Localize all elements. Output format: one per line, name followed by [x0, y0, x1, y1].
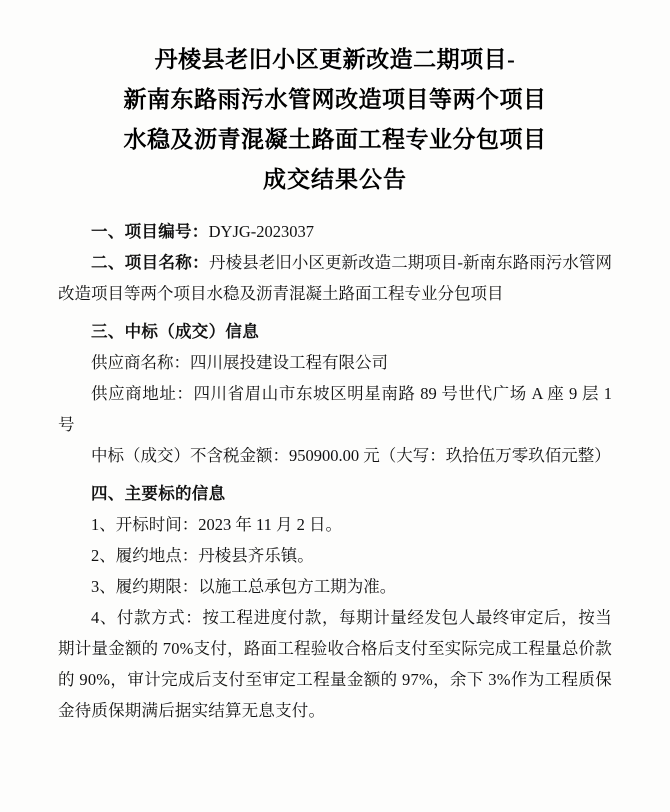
performance-location-line: 2、履约地点：丹棱县齐乐镇。 — [91, 546, 314, 565]
section-project-number — [58, 216, 612, 247]
bid-opening-time-line: 1、开标时间：2023 年 11 月 2 日。 — [91, 515, 343, 534]
section-subject-info-heading: 四、主要标的信息 — [91, 484, 226, 503]
performance-period-line: 3、履约期限：以施工总承包方工期为准。 — [91, 577, 397, 596]
title-line-1: 丹棱县老旧小区更新改造二期项目- — [154, 47, 516, 72]
supplier-name-line: 供应商名称：四川展投建设工程有限公司 — [91, 353, 388, 372]
supplier-address-line: 供应商地址：四川省眉山市东坡区明星南路 89 号世代广场 A 座 9 层 1 号 — [58, 384, 612, 434]
document-title — [58, 40, 612, 200]
section-project-name-value: 丹棱县老旧小区更新改造二期项目-新南东路雨污水管网改造项目等两个项目水稳及沥青混凝土路面工程专业分包项目 — [58, 253, 612, 303]
title-line-2: 新南东路雨污水管网改造项目等两个项目 — [123, 87, 547, 112]
title-line-3: 水稳及沥青混凝土路面工程专业分包项目 — [123, 127, 547, 152]
section-award-info-heading: 三、中标（成交）信息 — [91, 322, 259, 341]
title-line-4: 成交结果公告 — [263, 167, 407, 192]
section-project-name — [58, 247, 612, 309]
document-body — [58, 216, 612, 726]
section-project-name-label: 二、项目名称： — [91, 253, 210, 272]
award-amount-line: 中标（成交）不含税金额：950900.00 元（大写：玖拾伍万零玖佰元整） — [91, 446, 611, 465]
payment-method-line: 4、付款方式：按工程进度付款，每期计量经发包人最终审定后，按当期计量金额的 70%支付，路面工程验收合格后支付至实际完成工程量总价款的 90%，审计完成后支付至审定工程量金额的 97%，余下 3%作为工程质保金待质保期满后据实结算无息支付。 — [58, 608, 612, 720]
section-project-number-label: 一、项目编号： — [91, 222, 209, 241]
section-project-number-value: DYJG-2023037 — [208, 222, 315, 241]
